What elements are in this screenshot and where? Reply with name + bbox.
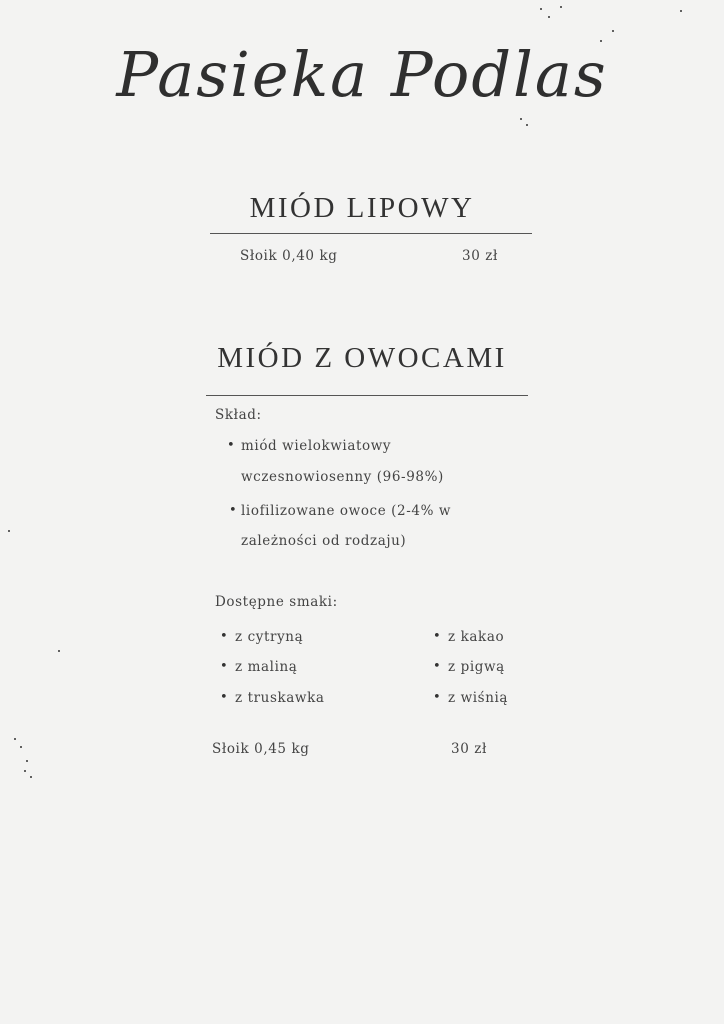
composition-item: liofilizowane owoce (2-4% w [241, 503, 452, 519]
bullet-icon: • [433, 629, 441, 644]
flavor-item: z pigwą [448, 659, 505, 675]
price: 30 zł [451, 741, 487, 757]
section-heading-linden-honey: MIÓD LIPOWY [249, 192, 475, 224]
composition-item: miód wielokwiatowy [241, 438, 392, 454]
composition-item-continued: wczesnowiosenny (96-98%) [241, 469, 444, 485]
flavors-label: Dostępne smaki: [215, 594, 338, 610]
composition-item-continued: zależności od rodzaju) [241, 533, 407, 549]
section-divider [206, 395, 528, 396]
bullet-icon: • [433, 690, 441, 705]
bullet-icon: • [229, 503, 237, 518]
price: 30 zł [462, 248, 498, 264]
brand-title: Pasieka Podlas [116, 38, 608, 111]
flavor-item: z wiśnią [448, 690, 509, 706]
flavor-item: z truskawka [235, 690, 325, 706]
flavor-item: z cytryną [235, 629, 304, 645]
section-divider [210, 233, 532, 234]
bullet-icon: • [220, 629, 228, 644]
composition-label: Skład: [215, 407, 262, 423]
jar-size: Słoik 0,40 kg [240, 248, 338, 264]
bullet-icon: • [227, 438, 235, 453]
flavor-item: z maliną [235, 659, 298, 675]
flavor-item: z kakao [448, 629, 505, 645]
section-heading-fruit-honey: MIÓD Z OWOCAMI [217, 342, 507, 374]
bullet-icon: • [220, 690, 228, 705]
jar-size: Słoik 0,45 kg [212, 741, 310, 757]
bullet-icon: • [220, 659, 228, 674]
bullet-icon: • [433, 659, 441, 674]
